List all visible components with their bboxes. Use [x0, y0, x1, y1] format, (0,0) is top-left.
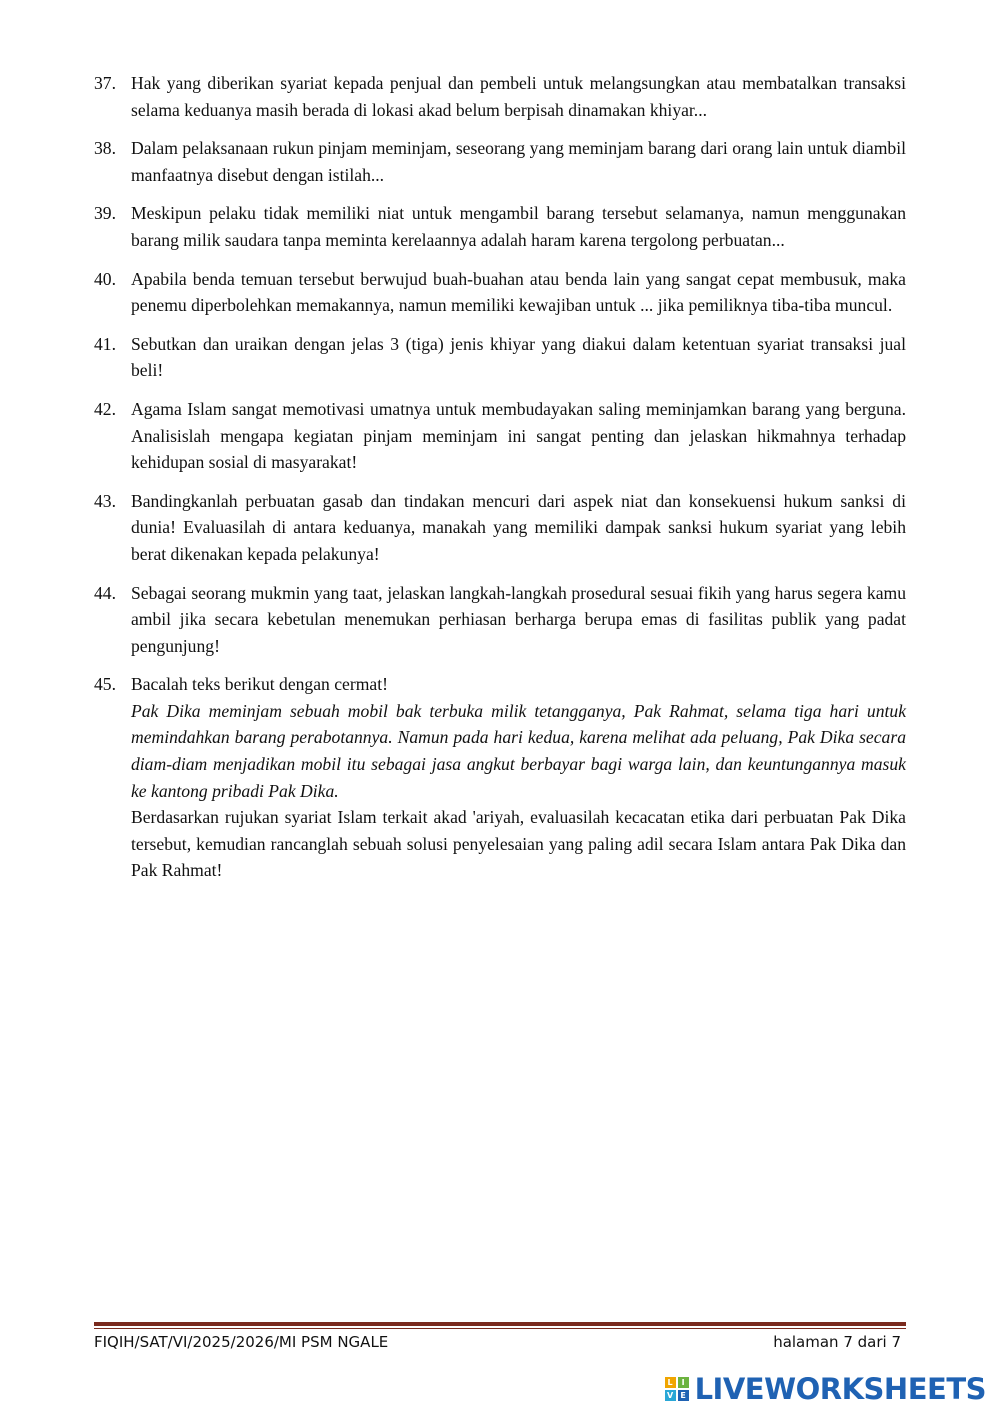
question-item: [94, 70, 906, 123]
logo-tile: L: [665, 1377, 676, 1388]
question-text: Bacalah teks berikut dengan cermat!: [131, 674, 388, 695]
question-number: 40.: [94, 268, 116, 289]
question-text: Sebutkan dan uraikan dengan jelas 3 (tiga) jenis khiyar yang diakui dalam ketentuan syariat transaksi jual beli!: [131, 333, 906, 381]
question-body: [131, 70, 906, 123]
liveworksheets-logo[interactable]: [665, 1372, 986, 1406]
question-body: [131, 266, 906, 319]
question-number: 37.: [94, 73, 116, 93]
question-item: [94, 488, 906, 568]
question-item: [94, 266, 906, 319]
question-number: 44.: [94, 582, 116, 603]
question-item: [94, 396, 906, 476]
question-text: Apabila benda temuan tersebut berwujud buah-buahan atau benda lain yang sangat cepat membusuk, maka penemu diperbolehkan memakannya, namun memiliki kewajiban untuk ... jika pemiliknya tiba-tiba muncul.: [131, 268, 906, 316]
document-code: FIQIH/SAT/VI/2025/2026/MI PSM NGALE: [94, 1333, 389, 1351]
question-text: Bandingkanlah perbuatan gasab dan tindakan mencuri dari aspek niat dan konsekuensi hukum sanksi di dunia! Evaluasilah di antara keduanya, manakah yang memiliki dampak sanksi hukum syariat yang lebih berat dikenakan kepada pelakunya!: [131, 490, 906, 564]
question-text: Dalam pelaksanaan rukun pinjam meminjam, seseorang yang meminjam barang dari orang lain untuk diambil manfaatnya disebut dengan istilah...: [131, 138, 906, 185]
reading-passage: Pak Dika meminjam sebuah mobil bak terbuka milik tetangganya, Pak Rahmat, selama tiga hari untuk memindahkan barang perabotannya. Namun pada hari kedua, karena melihat ada peluang, Pak Dika secara diam-diam menjadikan mobil itu sebagai jasa angkut berbayar bagi warga lain, dan keuntungannya masuk ke kantong pribadi Pak Dika.: [131, 700, 906, 801]
question-body: [131, 671, 906, 884]
question-instruction: Berdasarkan rujukan syariat Islam terkait akad 'ariyah, evaluasilah kecacatan etika dari perbuatan Pak Dika tersebut, kemudian rancanglah sebuah solusi penyelesaian yang paling adil secara Islam antara Pak Dika dan Pak Rahmat!: [131, 807, 906, 881]
question-number: 45.: [94, 674, 116, 695]
logo-tile: I: [678, 1377, 689, 1388]
footer-divider-thick: [94, 1322, 906, 1326]
footer-divider-thin: [94, 1328, 906, 1329]
question-body: [131, 200, 906, 253]
question-item: [94, 135, 906, 188]
question-body: [131, 396, 906, 476]
question-item: [94, 580, 906, 660]
question-number: 42.: [94, 398, 116, 419]
question-number: 39.: [94, 203, 116, 224]
question-body: [131, 580, 906, 660]
question-text: Hak yang diberikan syariat kepada penjual dan pembeli untuk melangsungkan atau membatalkan transaksi selama keduanya masih berada di lokasi akad belum berpisah dinamakan khiyar...: [131, 73, 906, 120]
question-number: 38.: [94, 138, 116, 159]
question-item: [94, 200, 906, 253]
question-text: Sebagai seorang mukmin yang taat, jelaskan langkah-langkah prosedural sesuai fikih yang harus segera kamu ambil jika secara kebetulan menemukan perhiasan berharga berupa emas di fasilitas publik yang padat pengunjung!: [131, 582, 906, 656]
logo-tile: V: [665, 1390, 676, 1401]
question-number: 43.: [94, 490, 116, 511]
question-body: [131, 488, 906, 568]
question-list: [94, 70, 906, 896]
question-item: [94, 671, 906, 884]
question-text: Meskipun pelaku tidak memiliki niat untuk mengambil barang tersebut selamanya, namun menggunakan barang milik saudara tanpa meminta kerelaannya adalah haram karena tergolong perbuatan...: [131, 203, 906, 250]
question-body: [131, 135, 906, 188]
question-item: [94, 331, 906, 384]
question-number: 41.: [94, 333, 116, 354]
brand-name: LIVEWORKSHEETS: [694, 1372, 986, 1406]
liveworksheets-icon: [665, 1377, 689, 1401]
question-text: Agama Islam sangat memotivasi umatnya untuk membudayakan saling meminjamkan barang yang berguna. Analisislah mengapa kegiatan pinjam meminjam ini sangat penting dan jelaskan hikmahnya terhadap kehidupan sosial di masyarakat!: [131, 398, 906, 473]
logo-tile: E: [678, 1390, 689, 1401]
question-body: [131, 331, 906, 384]
page-number: halaman 7 dari 7: [773, 1333, 901, 1351]
